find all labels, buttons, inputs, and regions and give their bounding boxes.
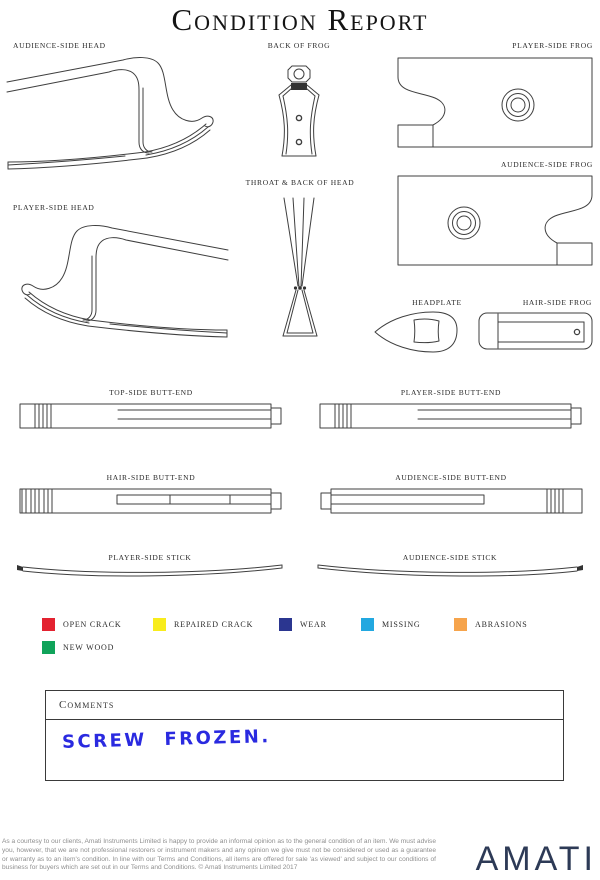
hair-side-frog-diagram xyxy=(477,310,595,352)
player-side-head-diagram xyxy=(8,224,230,342)
label-audience-side-stick: AUDIENCE-SIDE STICK xyxy=(402,553,498,562)
legend-label-abrasions: ABRASIONS xyxy=(475,619,528,629)
label-headplate: HEADPLATE xyxy=(412,298,462,307)
legend-label-repaired-crack: REPAIRED CRACK xyxy=(174,619,254,629)
label-player-side-head: PLAYER-SIDE HEAD xyxy=(13,203,95,212)
legend-item-repaired-crack xyxy=(153,617,253,631)
legend-item-wear xyxy=(279,617,327,631)
amati-logo: AMATI xyxy=(475,839,597,879)
player-side-frog-diagram xyxy=(395,55,595,150)
audience-side-frog-diagram xyxy=(395,173,595,268)
back-of-frog-diagram xyxy=(275,62,323,162)
throat-back-of-head-diagram xyxy=(272,196,328,342)
headplate-diagram xyxy=(373,308,461,356)
label-audience-side-head: AUDIENCE-SIDE HEAD xyxy=(13,41,106,50)
new-wood-swatch xyxy=(42,641,55,654)
legend-label-missing: MISSING xyxy=(382,619,421,629)
hair-side-butt-end-diagram xyxy=(18,484,284,518)
legend-label-new-wood: NEW WOOD xyxy=(63,642,115,652)
label-top-side-butt-end: TOP-SIDE BUTT-END xyxy=(109,388,193,397)
label-player-side-frog: PLAYER-SIDE FROG xyxy=(512,41,593,50)
label-audience-side-butt-end: AUDIENCE-SIDE BUTT-END xyxy=(395,473,507,482)
legend-label-open-crack: OPEN CRACK xyxy=(63,619,122,629)
comments-box xyxy=(45,690,564,781)
comments-header: Comments xyxy=(46,691,563,720)
legend-item-new-wood xyxy=(42,640,114,654)
label-audience-side-frog: AUDIENCE-SIDE FROG xyxy=(501,160,593,169)
audience-side-stick-diagram xyxy=(315,562,585,582)
top-side-butt-end-diagram xyxy=(18,399,284,433)
label-throat-back-of-head: THROAT & BACK OF HEAD xyxy=(245,178,355,187)
legend-label-wear: WEAR xyxy=(300,619,327,629)
legend-item-open-crack xyxy=(42,617,121,631)
missing-swatch xyxy=(361,618,374,631)
abrasions-swatch xyxy=(454,618,467,631)
open-crack-swatch xyxy=(42,618,55,631)
handwritten-comment: SCREW FROZEN. xyxy=(61,726,271,753)
legend-item-abrasions xyxy=(454,617,528,631)
player-side-butt-end-diagram xyxy=(318,399,584,433)
label-player-side-butt-end: PLAYER-SIDE BUTT-END xyxy=(400,388,502,397)
audience-side-head-diagram xyxy=(5,56,227,174)
legend-item-missing xyxy=(361,617,421,631)
player-side-stick-diagram xyxy=(15,562,285,582)
label-back-of-frog: BACK OF FROG xyxy=(267,41,331,50)
footer-disclaimer: As a courtesy to our clients, Amati Instruments Limited is happy to provide an informal opinion as to the general condition of an item. We must advise you, however, that we are not professional restorers or instrument makers and any opinion we give must not be considered or used as a guarantee or warranty as to an item's condition. In line with our Terms and Conditions, all items are offered for sale 'as viewed' and subject to our conditions of business for buyers which are set out in our Terms and Conditions. © Amati Instruments Limited 2017 xyxy=(2,838,436,872)
repaired-crack-swatch xyxy=(153,618,166,631)
wear-swatch xyxy=(279,618,292,631)
audience-side-butt-end-diagram xyxy=(318,484,584,518)
label-player-side-stick: PLAYER-SIDE STICK xyxy=(108,553,192,562)
label-hair-side-butt-end: HAIR-SIDE BUTT-END xyxy=(106,473,196,482)
label-hair-side-frog: HAIR-SIDE FROG xyxy=(522,298,592,307)
page-title: Condition Report xyxy=(171,2,429,37)
